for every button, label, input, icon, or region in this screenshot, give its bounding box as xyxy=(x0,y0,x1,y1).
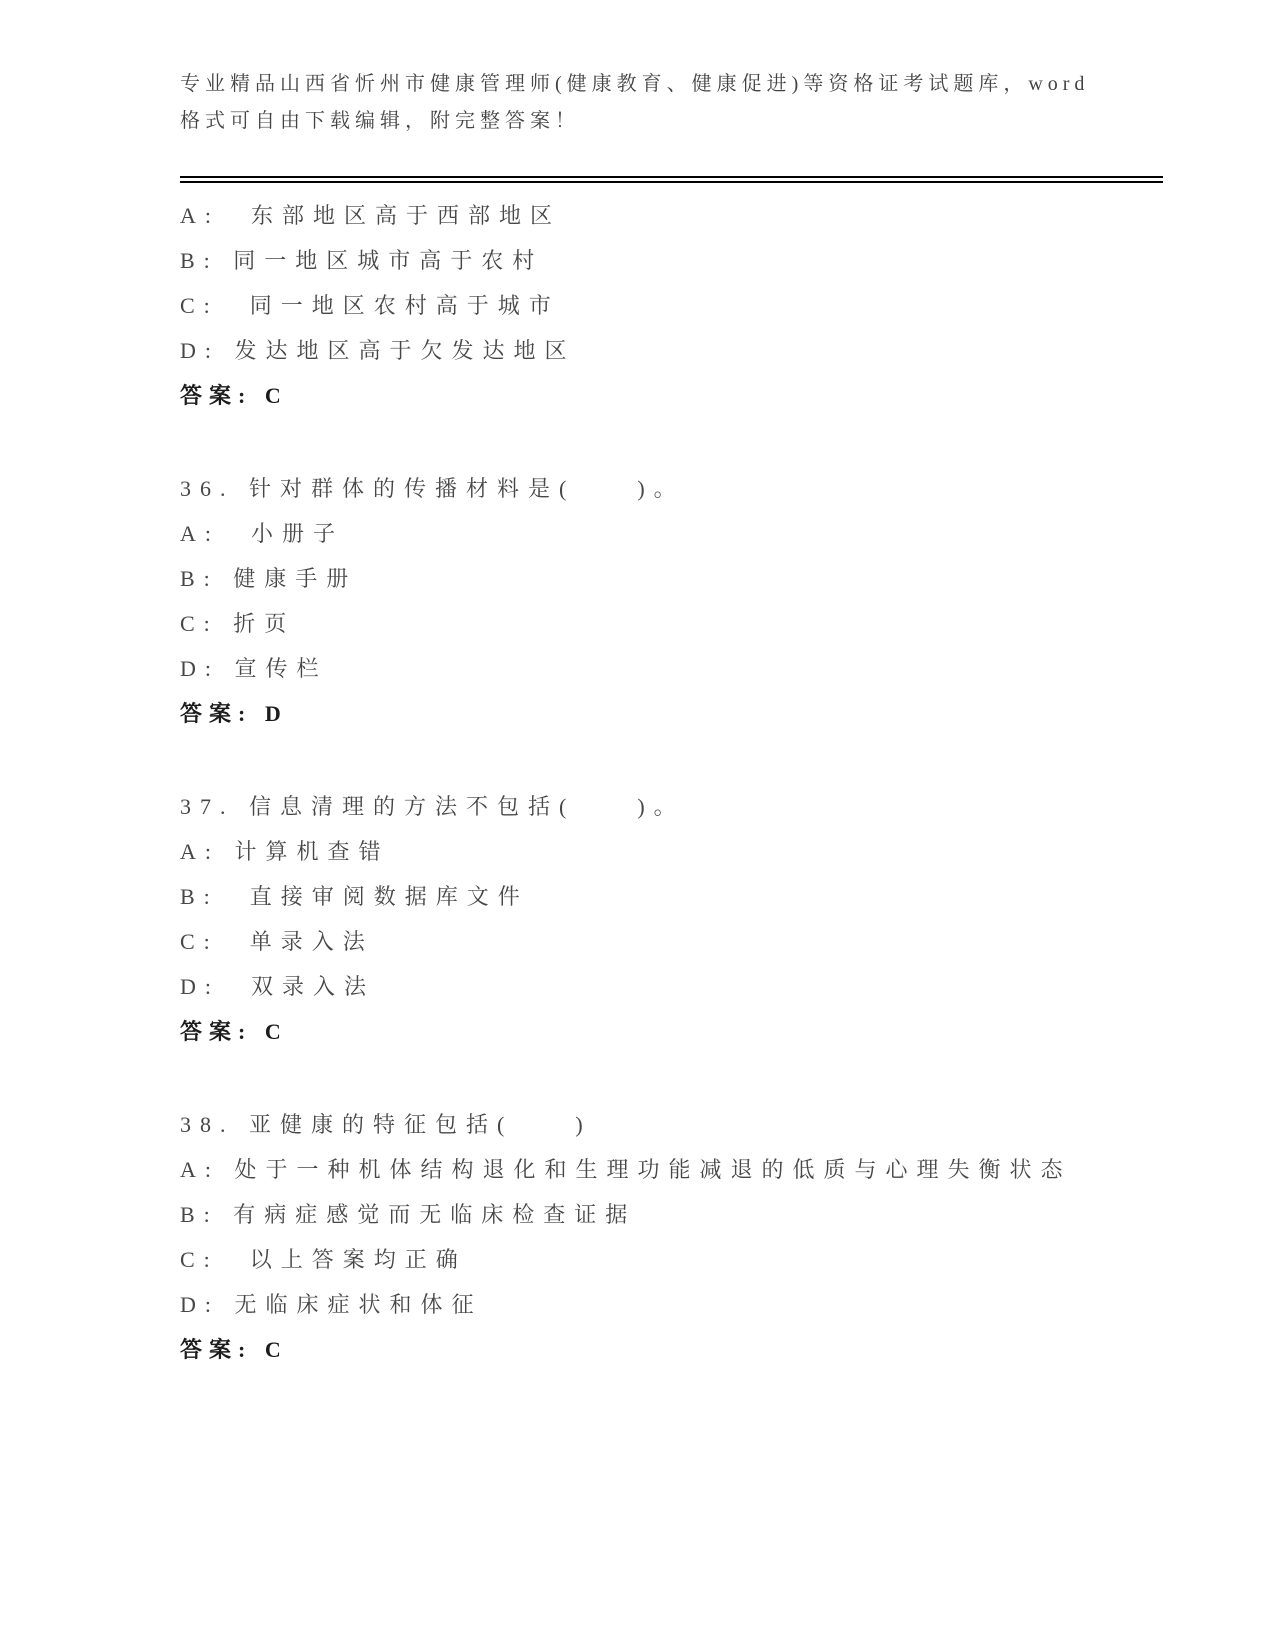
option-line-38-c: C: 以上答案均正确 xyxy=(180,1247,467,1272)
header-double-rule xyxy=(180,176,1163,183)
option-line-36-a: A: 小册子 xyxy=(180,521,345,546)
option-line-36-c: C: 折页 xyxy=(180,611,296,636)
question-line-36: 36. 针对群体的传播材料是( )。 xyxy=(180,476,685,501)
option-line-36-b: B: 健康手册 xyxy=(180,566,358,591)
question-block-38 xyxy=(180,1102,1163,1372)
question-block-35-options xyxy=(180,193,1163,418)
option-line-38-b: B: 有病症感觉而无临床检查证据 xyxy=(180,1202,637,1227)
answer-line-35: 答案: C xyxy=(180,383,288,408)
option-line-38-d: D: 无临床症状和体征 xyxy=(180,1292,483,1317)
option-line-37-d: D: 双录入法 xyxy=(180,974,376,999)
option-line-37-b: B: 直接审阅数据库文件 xyxy=(180,884,529,909)
option-line-35-b: B: 同一地区城市高于农村 xyxy=(180,248,544,273)
question-block-37 xyxy=(180,784,1163,1054)
option-line-37-a: A: 计算机查错 xyxy=(180,839,390,864)
answer-line-37: 答案: C xyxy=(180,1019,288,1044)
question-line-37: 37. 信息清理的方法不包括( )。 xyxy=(180,794,685,819)
page-header xyxy=(180,0,1163,140)
question-list xyxy=(180,193,1163,1372)
question-line-38: 38. 亚健康的特征包括( ) xyxy=(180,1112,592,1137)
question-block-36 xyxy=(180,466,1163,736)
answer-line-38: 答案: C xyxy=(180,1337,288,1362)
option-line-36-d: D: 宣传栏 xyxy=(180,656,328,681)
option-line-37-c: C: 单录入法 xyxy=(180,929,374,954)
option-line-38-a: A: 处于一种机体结构退化和生理功能减退的低质与心理失衡状态 xyxy=(180,1157,1072,1182)
option-line-35-d: D: 发达地区高于欠发达地区 xyxy=(180,338,576,363)
header-line-2: 格式可自由下载编辑，附完整答案！ xyxy=(180,110,580,132)
answer-line-36: 答案: D xyxy=(180,701,288,726)
page-content xyxy=(180,0,1163,1372)
option-line-35-a: A: 东部地区高于西部地区 xyxy=(180,203,562,228)
option-line-35-c: C: 同一地区农村高于城市 xyxy=(180,293,560,318)
header-line-1: 专业精品山西省忻州市健康管理师(健康教育、健康促进)等资格证考试题库，word xyxy=(180,73,1090,95)
